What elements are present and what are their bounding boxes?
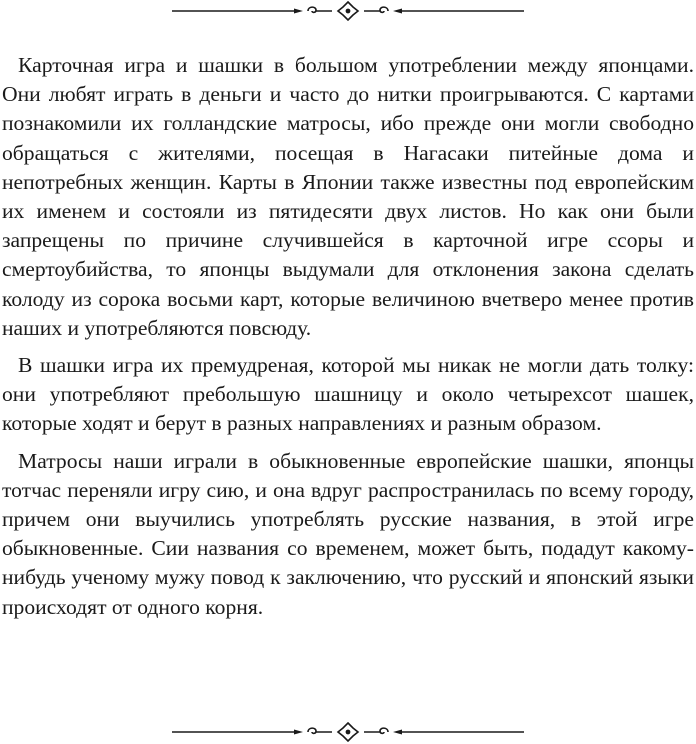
bottom-ornament-divider bbox=[172, 722, 524, 742]
paragraph-japanese-checkers: В шашки игра их премудреная, которой мы никак не могли дать толку: они употребляют пребольшую шашницу и около четырехсот шашек, которые ходят и берут в разных направлениях и разным образом. bbox=[2, 353, 694, 436]
vignette-divider-icon bbox=[172, 722, 524, 742]
top-ornament-divider bbox=[172, 1, 524, 21]
paragraph-sailors-checkers: Матросы наши играли в обыкновенные европейские шашки, японцы тотчас переняли игру сию, и она вдруг распространилась по всему городу, причем они выучились употреблять русские названия, в этой игре обыкновенные. Сии названия со временем, может быть, подадут какому-нибудь ученому мужу повод к заключению, что русский и японский языки происходят от одного корня. bbox=[2, 448, 694, 619]
article-body bbox=[2, 51, 694, 622]
vignette-divider-icon bbox=[172, 1, 524, 21]
paragraph-cards-and-checkers: Карточная игра и шашки в большом употреблении между японцами. Они любят играть в деньги и часто до нитки проигрываются. С картами познакомили их голландские матросы, ибо прежде они могли свободно обращаться с жителями, посещая в Нагасаки питейные дома и непотребных женщин. Карты в Японии также известны под европейским их именем и состояли из пятидесяти двух листов. Но как они были запрещены по причине случившейся в карточной игре ссоры и смертоубийства, то японцы выдумали для отклонения закона сделать колоду из сорока восьми карт, которые величиною вчетверо менее против наших и употребляются повсюду. bbox=[2, 53, 694, 340]
